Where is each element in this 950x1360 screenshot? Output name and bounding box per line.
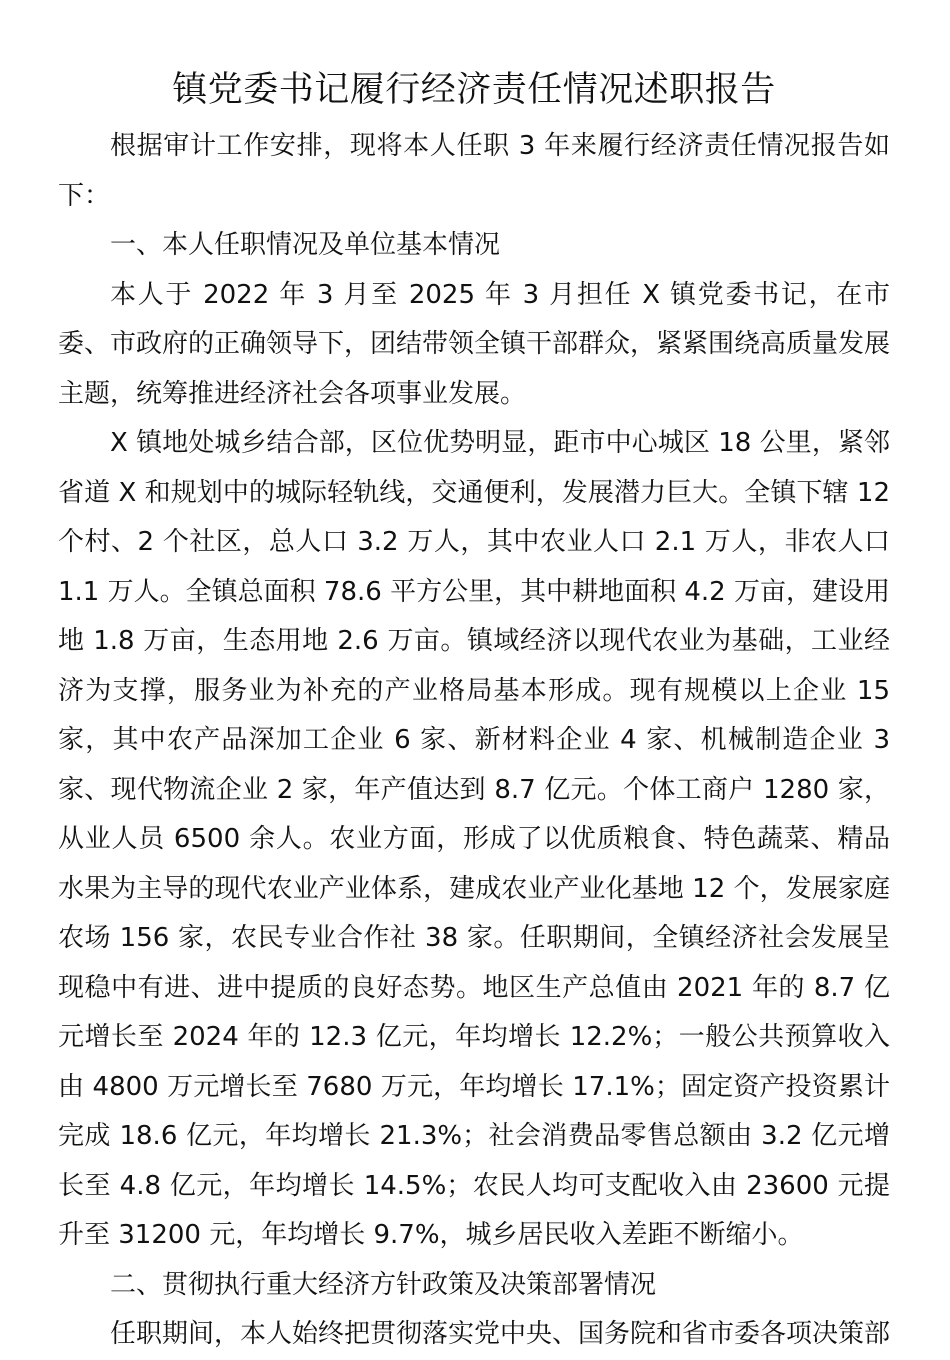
intro-paragraph: 根据审计工作安排，现将本人任职 3 年来履行经济责任情况报告如下： — [58, 131, 890, 211]
section-1-heading: 一、本人任职情况及单位基本情况 — [110, 230, 501, 260]
paragraph-1: 本人于 2022 年 3 月至 2025 年 3 月担任 X 镇党委书记，在市委、市政府的正确领导下，团结带领全镇干部群众，紧紧围绕高质量发展主题，统筹推进经济社会各项事业发展。 — [58, 279, 891, 409]
document-title: 镇党委书记履行经济责任情况述职报告 — [172, 70, 776, 110]
section-2-heading: 二、贯彻执行重大经济方针政策及决策部署情况 — [110, 1269, 657, 1300]
paragraph-3: 任职期间，本人始终把贯彻落实党中央、国务院和省市委各项决策部 — [110, 1319, 891, 1349]
paragraph-2: X 镇地处城乡结合部，区位优势明显，距市中心城区 18 公里，紧邻省道 X 和规划中的城际轻轨线，交通便利，发展潜力巨大。全镇下辖 12 个村、2 个社区，总人口 3.2 万人，其中农业人口 2.1 万人，非农人口 1.1 万人。全镇总面积 78.6 平方公里，其中耕地面积 4.2 万亩，建设用地 1.8 万亩，生态用地 2.6 万亩。镇域经济以现代农业为基础，工业经济为支撑，服务业为补充的产业格局基本形成。现有规模以上企业 15 家，其中农产品深加工企业 6 家、新材料企业 4 家、机械制造企业 3 家、现代物流企业 2 家，年产值达到 8.7 亿元。个体工商户 1280 家，从业人员 6500 余人。农业方面，形成了以优质粮食、特色蔬菜、精品水果为主导的现代农业产业体系，建成农业产业化基地 12 个，发展家庭农场 156 家，农民专业合作社 38 家。任职期间，全镇经济社会发展呈现稳中有进、进中提质的良好态势。地区生产总值由 2021 年的 8.7 亿元增长至 2024 年的 12.3 亿元，年均增长 12.2%；一般公共预算收入由 4800 万元增长至 7680 万元，年均增长 17.1%；固定资产投资累计完成 18.6 亿元，年均增长 21.3%；社会消费品零售总额由 3.2 亿元增长至 4.8 亿元，年均增长 14.5%；农民人均可支配收入由 23600 元提升至 31200 元，年均增长 9.7%，城乡居民收入差距不断缩小。 — [58, 428, 890, 1250]
